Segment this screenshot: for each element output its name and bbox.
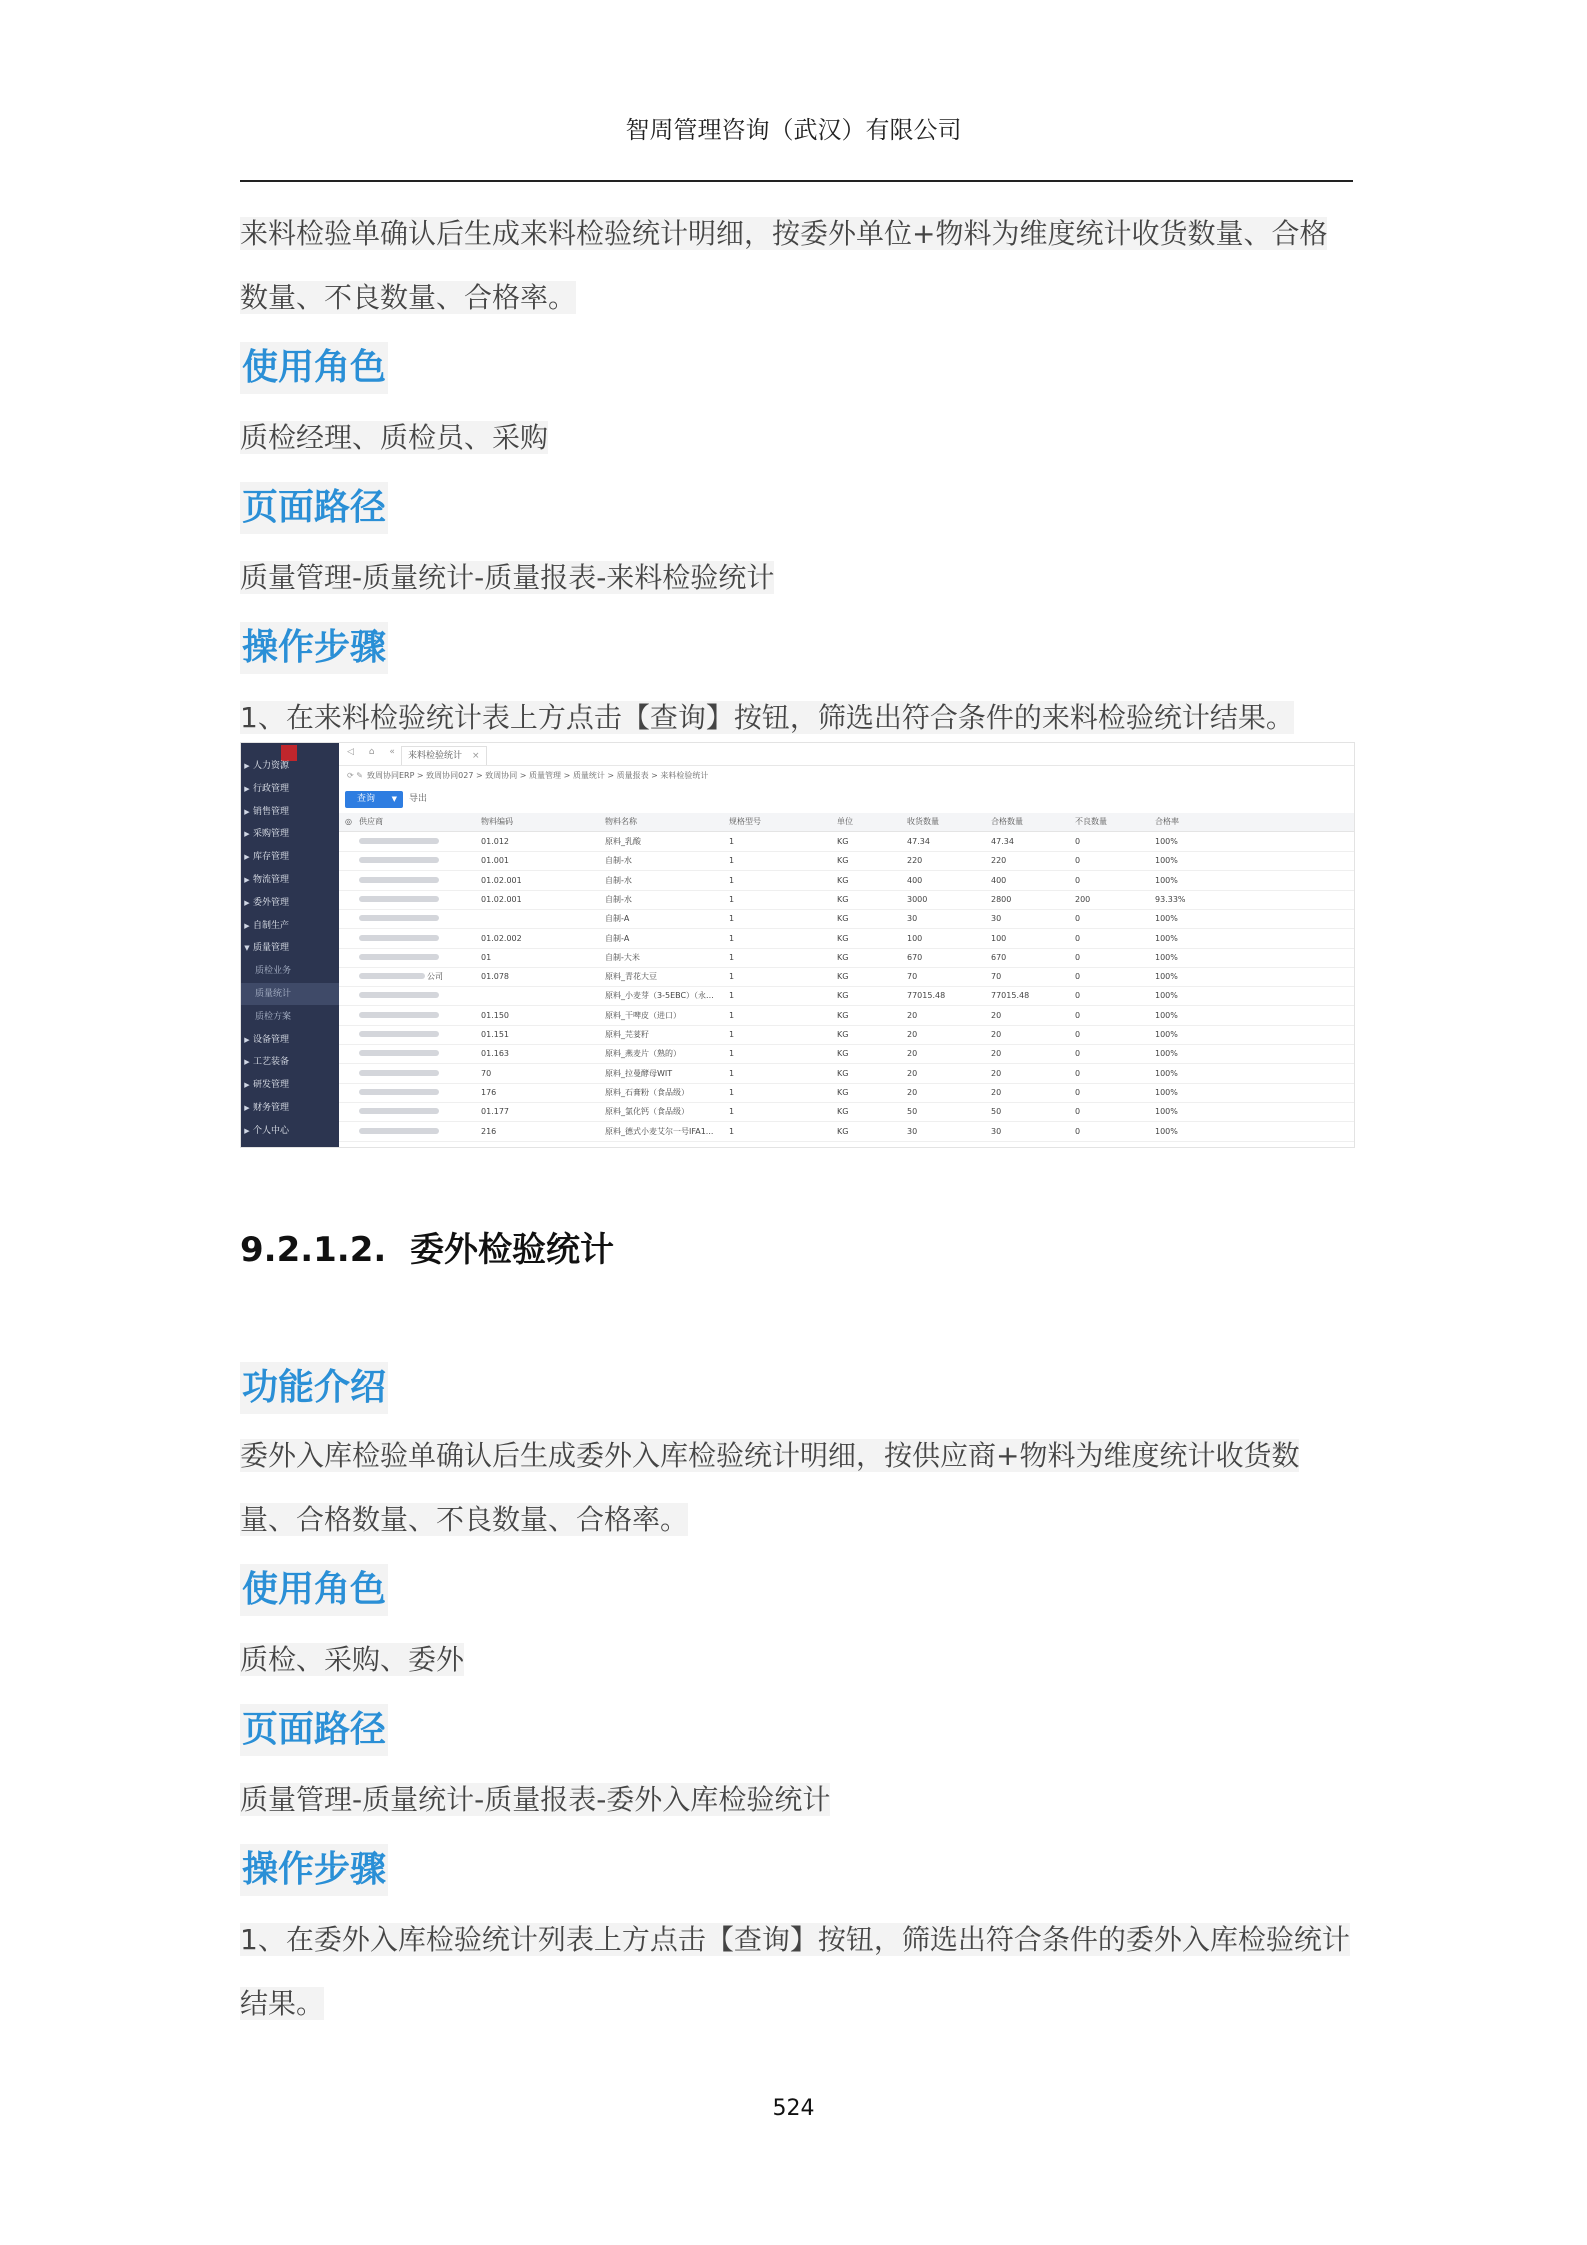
table-cell: 原料_芫荽籽 <box>605 1030 649 1039</box>
caret-right-icon: ▶ <box>244 1058 250 1067</box>
close-icon[interactable]: × <box>472 751 480 761</box>
table-cell: 100% <box>1155 1010 1178 1020</box>
tab-incoming-stats[interactable]: 来料检验统计 × <box>401 746 487 765</box>
step-text-2: 1、在委外入库检验统计列表上方点击【查询】按钮，筛选出符合条件的委外入库检验统计结果。 <box>240 1923 1350 2020</box>
sidebar-item-label: 物流管理 <box>253 875 290 885</box>
table-cell <box>359 1064 477 1083</box>
path-text-1: 质量管理-质量统计-质量报表-来料检验统计 <box>240 561 775 594</box>
table-cell: 01 <box>481 952 492 962</box>
sidebar-item[interactable] <box>241 1029 339 1051</box>
sidebar-item-label: 质量统计 <box>255 989 292 999</box>
table-cell: 670 <box>991 952 1007 962</box>
refresh-pin-icon[interactable]: ⟳ ✎ <box>347 771 363 780</box>
table-cell <box>359 1006 477 1025</box>
table-cell <box>359 1102 477 1121</box>
redacted-block <box>359 838 439 844</box>
table-cell: 0 <box>1075 875 1081 885</box>
table-cell <box>359 832 477 851</box>
table-cell: 100% <box>1155 1030 1178 1039</box>
sidebar-item-label: 质检方案 <box>255 1011 292 1022</box>
table-cell: KG <box>837 837 849 846</box>
table-row[interactable] <box>339 929 1354 949</box>
func-heading-2: 功能介绍 <box>240 1362 388 1414</box>
table-cell: 0 <box>1075 1107 1081 1117</box>
redacted-block <box>359 1031 439 1037</box>
redacted-block <box>359 1108 439 1114</box>
caret-right-icon: ▶ <box>244 921 250 930</box>
intro-paragraph-1: 来料检验单确认后生成来料检验统计明细，按委外单位+物料为维度统计收货数量、合格数量、不良数量、合格率。 <box>240 217 1328 314</box>
table-cell: 1 <box>729 991 735 1001</box>
redacted-block <box>359 954 439 960</box>
sidebar-item-label: 采购管理 <box>253 829 290 840</box>
table-cell <box>359 986 477 1005</box>
table-cell: 20 <box>991 1049 1002 1059</box>
table-cell: 47.34 <box>991 837 1014 846</box>
table-cell: 200 <box>1075 894 1091 904</box>
column-header[interactable]: 供应商 <box>359 817 383 826</box>
table-cell: 0 <box>1075 1068 1081 1078</box>
table-cell: 自制-大米 <box>605 952 640 962</box>
sidebar-item[interactable] <box>241 960 339 982</box>
erp-sidebar <box>241 743 339 1147</box>
table-cell: 1 <box>729 952 735 962</box>
table-cell: KG <box>837 1087 849 1097</box>
table-cell: 0 <box>1075 1126 1081 1136</box>
sidebar-item-label: 质检业务 <box>255 966 292 977</box>
caret-right-icon: ▶ <box>244 784 250 793</box>
column-header[interactable]: 单位 <box>837 817 853 826</box>
table-cell: 1 <box>729 837 735 846</box>
table-cell: KG <box>837 1107 849 1117</box>
table-cell <box>359 890 477 909</box>
table-cell: 100% <box>1155 1126 1178 1136</box>
table-cell: KG <box>837 1068 849 1078</box>
table-cell: 100% <box>1155 972 1178 982</box>
column-header[interactable]: 收货数量 <box>907 817 939 826</box>
table-cell: 0 <box>1075 837 1081 846</box>
sidebar-item-label: 研发管理 <box>253 1080 290 1091</box>
roles-text-1: 质检经理、质检员、采购 <box>240 421 549 454</box>
table-cell <box>359 1025 477 1044</box>
table-cell: 原料_乳酸 <box>605 837 641 846</box>
table-cell: 100% <box>1155 991 1178 1001</box>
caret-right-icon: ▶ <box>244 807 250 816</box>
page-header: 智周管理咨询（武汉）有限公司 <box>625 116 962 144</box>
table-row[interactable] <box>339 1083 1354 1103</box>
table-row[interactable] <box>339 832 1354 852</box>
table-cell: 01.177 <box>481 1107 509 1117</box>
export-button[interactable]: 导出 <box>409 794 428 804</box>
erp-screenshot <box>240 742 1355 1148</box>
table-cell <box>359 1122 477 1141</box>
table-cell: 0 <box>1075 1010 1081 1020</box>
table-cell <box>359 929 477 948</box>
sidebar-item-label: 设备管理 <box>253 1034 290 1045</box>
table-cell: 1 <box>729 1010 735 1020</box>
table-cell: 01.02.002 <box>481 933 522 943</box>
table-cell: 100% <box>1155 952 1178 962</box>
sidebar-item[interactable] <box>241 1120 339 1142</box>
table-cell: 0 <box>1075 991 1081 1001</box>
table-cell: 原料_青花大豆 <box>605 972 657 982</box>
table-cell: 01.078 <box>481 972 509 982</box>
table-cell: 176 <box>481 1087 497 1097</box>
table-cell: 100% <box>1155 856 1178 866</box>
table-cell: 100% <box>1155 837 1178 846</box>
table-cell: 原料_拉曼酵母WIT <box>605 1068 673 1078</box>
table-cell: 100% <box>1155 1087 1178 1097</box>
redacted-block <box>359 992 439 998</box>
table-cell: 01.02.001 <box>481 894 522 904</box>
table-cell: 70 <box>991 972 1002 982</box>
redacted-block <box>359 1089 439 1095</box>
sidebar-item[interactable] <box>241 778 339 800</box>
table-cell <box>359 909 477 928</box>
table-cell: 01.001 <box>481 856 509 866</box>
table-row[interactable] <box>339 1025 1354 1045</box>
table-cell: KG <box>837 914 849 924</box>
redacted-block <box>359 1012 439 1018</box>
table-cell: KG <box>837 875 849 885</box>
table-cell: 0 <box>1075 1030 1081 1039</box>
sidebar-item[interactable] <box>241 892 339 914</box>
table-cell: 20 <box>907 1030 918 1039</box>
column-header[interactable]: 合格率 <box>1155 817 1179 826</box>
table-cell: 400 <box>991 875 1007 885</box>
table-row[interactable] <box>339 1006 1354 1026</box>
table-cell: 1 <box>729 875 735 885</box>
breadcrumb: ⟳ ✎ 致周协同ERP > 致周协同027 > 致周协同 > 质量管理 > 质量统计 > 质量报表 > 来料检验统计 <box>347 771 709 780</box>
intro-paragraph-2: 委外入库检验单确认后生成委外入库检验统计明细，按供应商+物料为维度统计收货数量、合格数量、不良数量、合格率。 <box>240 1439 1300 1536</box>
sidebar-item-label: 财务管理 <box>253 1103 290 1113</box>
sidebar-item[interactable] <box>241 823 339 845</box>
table-cell: 20 <box>907 1068 918 1078</box>
table-row[interactable] <box>339 1102 1354 1122</box>
column-header[interactable]: 物料编码 <box>481 817 513 826</box>
table-cell: 47.34 <box>907 837 930 846</box>
table-cell: 30 <box>991 1126 1002 1136</box>
step-text-1: 1、在来料检验统计表上方点击【查询】按钮，筛选出符合条件的来料检验统计结果。 <box>240 701 1294 734</box>
table-cell: 自制-水 <box>605 894 632 904</box>
caret-right-icon: ▶ <box>244 1104 250 1112</box>
tab-bar <box>339 743 1354 766</box>
table-cell: 220 <box>991 856 1007 866</box>
sidebar-item[interactable] <box>241 846 339 868</box>
roles-text-2: 质检、采购、委外 <box>240 1643 465 1676</box>
table-cell: 01.151 <box>481 1030 509 1039</box>
redacted-block <box>359 1128 439 1134</box>
table-row[interactable] <box>339 986 1354 1006</box>
table-cell: 01.150 <box>481 1010 509 1020</box>
table-cell: 自制-水 <box>605 856 632 866</box>
caret-right-icon: ▶ <box>244 876 250 884</box>
header-divider <box>240 180 1353 182</box>
table-row[interactable] <box>339 871 1354 891</box>
table-row[interactable] <box>339 851 1354 871</box>
caret-right-icon: ▶ <box>244 830 250 839</box>
table-row[interactable] <box>339 890 1354 910</box>
table-cell: 20 <box>991 1010 1002 1020</box>
table-cell: KG <box>837 856 849 866</box>
table-cell: KG <box>837 972 849 982</box>
table-cell: 原料_干啤皮（进口） <box>605 1010 681 1020</box>
steps-heading-1: 操作步骤 <box>240 622 388 674</box>
table-cell: 原料_石膏粉（食品级） <box>605 1087 689 1097</box>
table-cell: 77015.48 <box>907 991 946 1001</box>
table-cell: 20 <box>991 1030 1002 1039</box>
sidebar-item-label: 个人中心 <box>253 1125 290 1136</box>
table-cell <box>359 948 477 967</box>
table-cell: 20 <box>907 1087 918 1097</box>
sidebar-item[interactable] <box>241 1006 339 1028</box>
sidebar-item[interactable] <box>241 1097 339 1119</box>
sidebar-item[interactable] <box>241 937 339 959</box>
table-cell: 0 <box>1075 933 1081 943</box>
caret-right-icon: ▶ <box>244 898 250 907</box>
table-row[interactable] <box>339 1064 1354 1084</box>
table-cell: 公司 <box>359 967 477 986</box>
sidebar-item-label: 质量管理 <box>253 943 290 954</box>
table-row[interactable] <box>339 909 1354 929</box>
table-cell: 20 <box>907 1010 918 1020</box>
table-cell: 100% <box>1155 875 1178 885</box>
table-cell: 70 <box>907 972 918 982</box>
sidebar-item-label: 行政管理 <box>253 783 290 794</box>
sidebar-item[interactable] <box>241 755 339 777</box>
path-heading-1: 页面路径 <box>240 482 388 534</box>
table-cell: 216 <box>481 1126 497 1136</box>
sidebar-item[interactable] <box>241 983 339 1005</box>
redacted-block <box>359 857 439 863</box>
caret-right-icon: ▶ <box>244 1035 250 1044</box>
table-cell: 30 <box>907 1126 918 1136</box>
table-cell: 1 <box>729 1049 735 1059</box>
redacted-block <box>359 935 439 941</box>
table-cell: 自制-A <box>605 914 630 924</box>
table-cell: 原料_小麦芽（3-5EBC）（永... <box>605 991 714 1001</box>
table-cell: KG <box>837 991 849 1001</box>
redacted-block <box>359 877 439 883</box>
table-cell: 1 <box>729 933 735 943</box>
table-cell: 100 <box>991 933 1007 943</box>
table-cell: 1 <box>729 1126 735 1136</box>
table-cell: 20 <box>907 1049 918 1059</box>
table-cell: 1 <box>729 972 735 982</box>
table-cell: 30 <box>991 914 1002 924</box>
table-cell: 0 <box>1075 1049 1081 1059</box>
table-cell: 1 <box>729 1107 735 1117</box>
table-cell: 1 <box>729 914 735 924</box>
column-header[interactable]: 物料名称 <box>605 817 637 826</box>
roles-heading-1: 使用角色 <box>240 342 388 394</box>
caret-right-icon: ▶ <box>244 762 250 770</box>
table-cell: 1 <box>729 894 735 904</box>
roles-heading-2: 使用角色 <box>240 1564 388 1616</box>
table-cell: 670 <box>907 952 923 962</box>
table-row[interactable] <box>339 1122 1354 1142</box>
table-cell: 100% <box>1155 1068 1178 1078</box>
table-row[interactable] <box>339 967 1354 987</box>
table-cell: KG <box>837 1126 849 1136</box>
column-header[interactable]: 合格数量 <box>991 817 1023 826</box>
table-cell: 220 <box>907 856 923 866</box>
table-cell: 50 <box>991 1107 1002 1117</box>
steps-heading-2: 操作步骤 <box>240 1844 388 1896</box>
sidebar-item-label: 工艺装备 <box>253 1057 290 1068</box>
table-cell: 77015.48 <box>991 991 1030 1001</box>
table-cell: 50 <box>907 1107 918 1117</box>
table-cell: 20 <box>991 1087 1002 1097</box>
table-cell <box>359 871 477 890</box>
table-cell: 自制-水 <box>605 875 632 885</box>
table-cell: 2800 <box>991 894 1012 904</box>
table-row[interactable] <box>339 1044 1354 1064</box>
caret-right-icon: ▶ <box>244 1081 250 1090</box>
table-cell: 自制-A <box>605 933 630 943</box>
table-cell: 01.02.001 <box>481 875 522 885</box>
table-cell: 93.33% <box>1155 894 1186 904</box>
sidebar-item-label: 自制生产 <box>253 920 290 931</box>
table-cell: 1 <box>729 856 735 866</box>
table-cell: 400 <box>907 875 923 885</box>
sidebar-item-label: 人力资源 <box>253 761 290 771</box>
redacted-block <box>359 1050 439 1056</box>
table-cell: 1 <box>729 1068 735 1078</box>
table-cell: KG <box>837 894 849 904</box>
table-header <box>339 813 1354 832</box>
table-cell: 原料_燕麦片（熟的） <box>605 1049 681 1059</box>
caret-down-icon[interactable]: ▼ <box>391 795 397 803</box>
table-cell: 原料_德式小麦艾尔一号IFA1... <box>605 1126 714 1136</box>
table-cell: KG <box>837 1049 849 1059</box>
column-header[interactable]: 规格型号 <box>729 817 761 826</box>
sidebar-item-label: 库存管理 <box>253 852 290 863</box>
redacted-block <box>359 1070 439 1076</box>
table-cell: 100 <box>907 933 923 943</box>
table-cell: 30 <box>907 914 918 924</box>
table-cell: 3000 <box>907 894 928 904</box>
table-cell: 0 <box>1075 952 1081 962</box>
path-text-2: 质量管理-质量统计-质量报表-委外入库检验统计 <box>240 1783 831 1816</box>
sidebar-item[interactable] <box>241 1051 339 1073</box>
table-cell: KG <box>837 1010 849 1020</box>
caret-down-icon: ▼ <box>244 944 250 953</box>
table-cell: KG <box>837 1030 849 1039</box>
redacted-block <box>359 915 439 921</box>
sidebar-item-label: 销售管理 <box>253 806 290 817</box>
table-cell <box>359 851 477 870</box>
column-header[interactable]: 不良数量 <box>1075 817 1107 826</box>
caret-right-icon: ▶ <box>244 1126 250 1135</box>
table-cell <box>359 1083 477 1102</box>
sidebar-item-label: 委外管理 <box>253 897 290 908</box>
table-cell: 01.012 <box>481 837 509 846</box>
table-cell: 原料_氯化钙（食品级） <box>605 1107 689 1117</box>
page-number: 524 <box>772 2096 815 2121</box>
settings-icon[interactable]: ◎ <box>345 817 352 826</box>
table-row[interactable] <box>339 948 1354 968</box>
redacted-block <box>359 896 439 902</box>
table-cell: KG <box>837 933 849 943</box>
table-cell: 20 <box>991 1068 1002 1078</box>
nav-arrows-icon[interactable]: ◁ ⌂ « <box>347 747 401 757</box>
query-button[interactable]: 查询 ▼ <box>345 791 403 808</box>
table-cell: 0 <box>1075 914 1081 924</box>
table-cell: 1 <box>729 1087 735 1097</box>
section-title: 9.2.1.2. 委外检验统计 <box>240 1230 614 1270</box>
table-cell: 70 <box>481 1068 492 1078</box>
caret-right-icon: ▶ <box>244 853 250 862</box>
table-cell: 100% <box>1155 1049 1178 1059</box>
redacted-block <box>359 973 425 979</box>
table-cell: 100% <box>1155 914 1178 924</box>
table-cell: 100% <box>1155 933 1178 943</box>
table-cell: KG <box>837 952 849 962</box>
table-cell <box>359 1044 477 1063</box>
table-cell: 0 <box>1075 1087 1081 1097</box>
sidebar-item[interactable] <box>241 1074 339 1096</box>
table-cell: 100% <box>1155 1107 1178 1117</box>
table-cell: 0 <box>1075 856 1081 866</box>
table-cell: 01.163 <box>481 1049 509 1059</box>
table-cell: 0 <box>1075 972 1081 982</box>
sidebar-item[interactable] <box>241 801 339 823</box>
sidebar-item[interactable] <box>241 869 339 891</box>
table-cell: 1 <box>729 1030 735 1039</box>
sidebar-item[interactable] <box>241 915 339 937</box>
path-heading-2: 页面路径 <box>240 1704 388 1756</box>
